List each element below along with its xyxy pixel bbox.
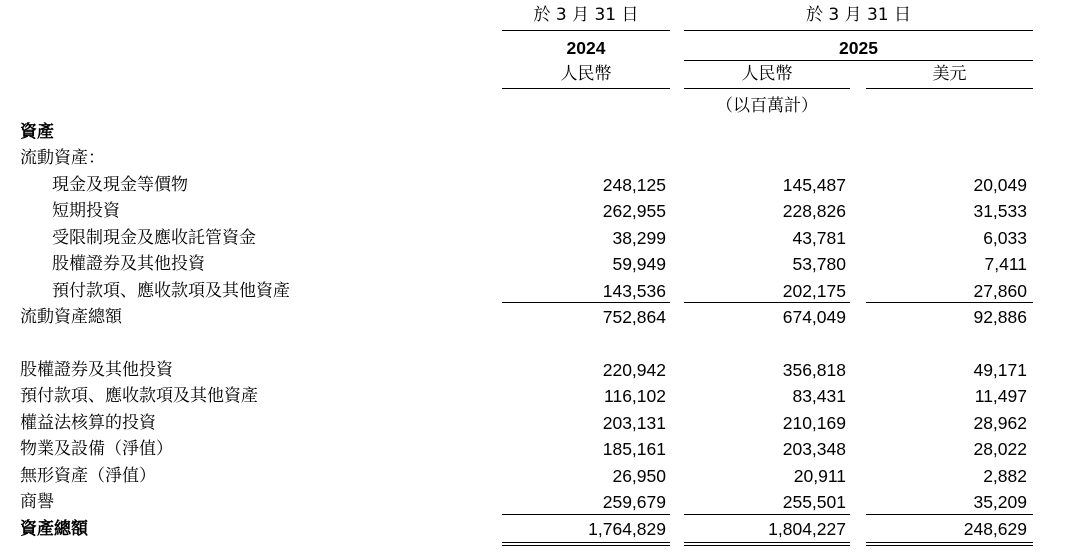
row-value-2024: 220,942: [602, 360, 666, 380]
row-label: 短期投資: [52, 201, 120, 221]
double-rule-1: [502, 542, 670, 546]
row-value-usd: 35,209: [973, 492, 1027, 512]
current-total-2025: 674,049: [782, 307, 846, 327]
year-2024: 2024: [566, 38, 606, 58]
row-value-2025: 228,826: [782, 201, 846, 221]
row-label: 物業及設備（淨值）: [20, 439, 173, 459]
row-label: 預付款項、應收款項及其他資產: [20, 386, 258, 406]
row-label: 股權證券及其他投資: [20, 360, 173, 380]
currency-rule-3: [866, 88, 1033, 89]
row-value-2025: 53,780: [792, 254, 846, 274]
row-value-usd: 27,860: [973, 281, 1027, 301]
row-value-2025: 255,501: [782, 492, 846, 512]
as-of-date-2025: 於 3 月 31 日: [805, 5, 912, 25]
row-label: 商譽: [20, 492, 54, 512]
header-rule-2024: [502, 30, 670, 31]
currency-usd-2025: 美元: [932, 64, 967, 84]
current-total-label: 流動資產總額: [20, 307, 122, 327]
year-rule-2025: [684, 60, 1033, 61]
row-value-2024: 262,955: [602, 201, 666, 221]
row-label: 權益法核算的投資: [20, 413, 156, 433]
row-value-2024: 59,949: [612, 254, 666, 274]
row-value-2025: 83,431: [792, 386, 846, 406]
as-of-date-2024: 於 3 月 31 日: [533, 5, 639, 25]
row-value-usd: 31,533: [973, 201, 1027, 221]
row-value-usd: 28,022: [973, 439, 1027, 459]
total-assets-2025: 1,804,227: [768, 519, 846, 539]
row-value-usd: 28,962: [973, 413, 1027, 433]
row-value-2025: 43,781: [792, 228, 846, 248]
currency-rmb-2024: 人民幣: [560, 64, 612, 84]
current-total-usd: 92,886: [973, 307, 1027, 327]
row-value-usd: 2,882: [983, 466, 1027, 486]
currency-rmb-2025: 人民幣: [741, 64, 793, 84]
row-value-2025: 20,911: [793, 466, 846, 486]
unit-note: （以百萬計）: [716, 96, 818, 116]
subtotal-rule-3: [866, 302, 1033, 303]
row-value-2025: 203,348: [782, 439, 846, 459]
double-rule-3: [866, 542, 1033, 546]
double-rule-2: [684, 542, 850, 546]
row-value-usd: 6,033: [983, 228, 1027, 248]
subtotal-rule-1: [502, 302, 670, 303]
row-value-2024: 116,102: [604, 386, 666, 406]
row-value-2025: 356,818: [782, 360, 846, 380]
row-value-2024: 203,131: [602, 413, 666, 433]
total-assets-label: 資產總額: [20, 519, 88, 539]
row-value-usd: 20,049: [973, 175, 1027, 195]
section-current-assets: 流動資產：: [20, 148, 105, 168]
row-label: 預付款項、應收款項及其他資產: [52, 281, 290, 301]
subtotal-rule-2: [684, 302, 850, 303]
currency-rule-2: [684, 88, 850, 89]
row-value-2025: 145,487: [782, 175, 846, 195]
total-assets-usd: 248,629: [963, 519, 1027, 539]
row-value-usd: 7,411: [984, 254, 1027, 274]
currency-rule-1: [502, 88, 670, 89]
header-rule-2025: [684, 30, 1033, 31]
row-value-usd: 49,171: [973, 360, 1027, 380]
row-value-2024: 26,950: [612, 466, 666, 486]
row-value-2024: 259,679: [602, 492, 666, 512]
row-label: 無形資產（淨值）: [20, 466, 156, 486]
total-rule-3: [866, 514, 1033, 515]
total-assets-2024: 1,764,829: [588, 519, 666, 539]
row-value-2025: 210,169: [782, 413, 846, 433]
row-value-2024: 248,125: [602, 175, 666, 195]
total-rule-1: [502, 514, 670, 515]
row-value-2024: 185,161: [602, 439, 666, 459]
row-label: 現金及現金等價物: [52, 175, 188, 195]
row-value-2024: 143,536: [602, 281, 666, 301]
current-total-2024: 752,864: [602, 307, 666, 327]
year-2025: 2025: [839, 38, 878, 58]
section-assets: 資產: [20, 122, 54, 142]
row-value-2024: 38,299: [612, 228, 666, 248]
row-value-usd: 11,497: [974, 386, 1027, 406]
total-rule-2: [684, 514, 850, 515]
row-label: 受限制現金及應收託管資金: [52, 228, 256, 248]
row-label: 股權證券及其他投資: [52, 254, 205, 274]
row-value-2025: 202,175: [782, 281, 846, 301]
